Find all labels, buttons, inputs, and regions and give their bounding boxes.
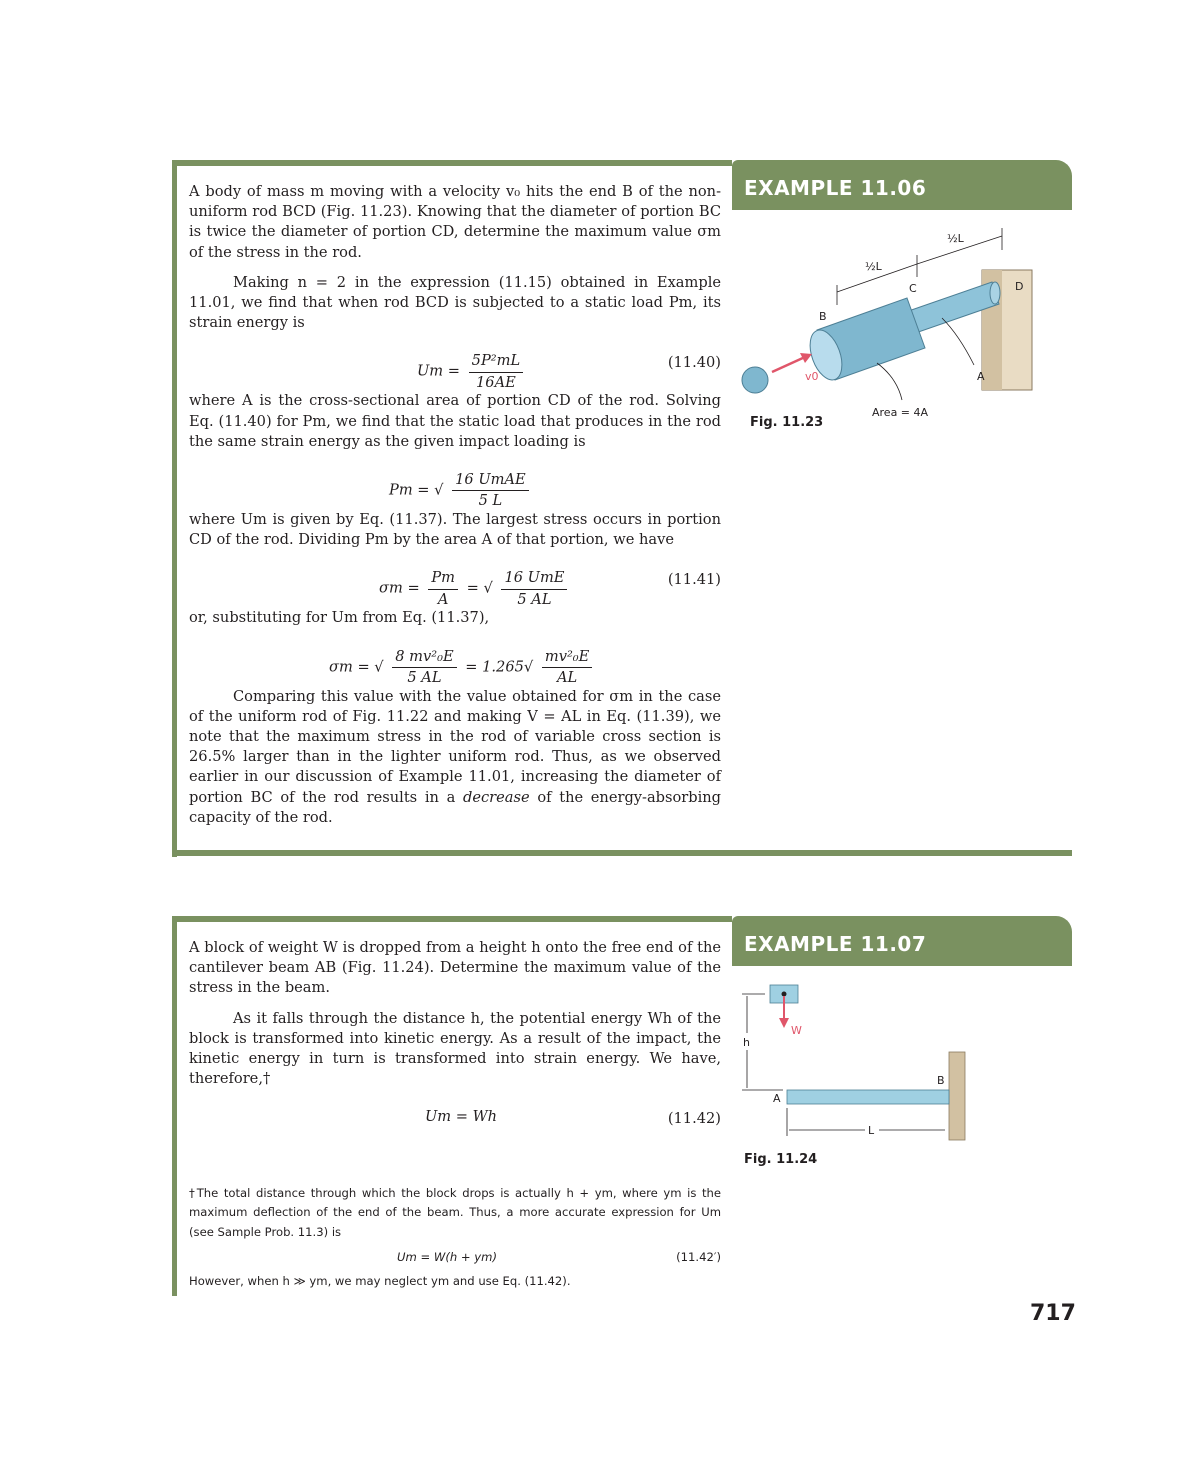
weight-arrowhead (779, 1018, 789, 1028)
moving-mass-sphere (742, 367, 768, 393)
figure-caption: Fig. 11.24 (744, 1152, 818, 1167)
equation-sigma-m (189, 639, 721, 686)
page-number: 717 (1030, 1301, 1076, 1326)
paragraph: where A is the cross-sectional area of portion CD of the rod. Solving Eq. (11.40) for Pm, we find that the static load that produces in the rod the same strain energy as the given impact loading is (189, 392, 721, 450)
equation-number: (11.40) (667, 354, 721, 372)
label-w: W (791, 1024, 802, 1037)
label-l: L (868, 1124, 875, 1137)
figure-11-23 (737, 220, 1057, 420)
equation-formula: Pm = √ $\frac{\text{16 UmAE}}{5 L}$ (389, 470, 533, 511)
label-d: D (1015, 280, 1024, 293)
leader-a (942, 318, 974, 365)
equation-11-42 (189, 1099, 721, 1139)
equation-formula: σm = √ $\frac{\text{8 mv²₀E}}{5 AL}$ = 1.265√ $\frac{\text{mv²₀E}}{AL}$ (329, 647, 596, 688)
label-a: A (977, 370, 985, 383)
label-b: B (819, 310, 827, 323)
footnote-text: †The total distance through which the block drops is actually h + ym, where ym is the maximum deflection of the end of the beam. Thus, a more accurate expression for Um (see Sample Prob. 11.3) is (189, 1186, 721, 1239)
footnote-text: However, when h ≫ ym, we may neglect ym and use Eq. (11.42). (189, 1274, 571, 1289)
footnote-equation (189, 1242, 721, 1272)
wall-support (949, 1052, 965, 1140)
panel-top-rule (172, 160, 732, 166)
label-h: h (743, 1036, 750, 1049)
equation-number: (11.42) (667, 1110, 721, 1128)
footnote-formula: Um = W(h + ym) (397, 1250, 497, 1265)
panel-left-rule (172, 916, 177, 1296)
paragraph: or, substituting for Um from Eq. (11.37), (189, 609, 490, 627)
example-title: EXAMPLE 11.06 (744, 176, 927, 200)
panel-bottom-rule (172, 850, 1072, 856)
equation-11-40 (189, 343, 721, 391)
panel-top-rule (172, 916, 732, 922)
equation-11-41 (189, 560, 721, 608)
cantilever-beam (787, 1090, 949, 1104)
example-title: EXAMPLE 11.07 (744, 932, 927, 956)
paragraph: Making n = 2 in the expression (11.15) obtained in Example 11.01, we find that when rod BCD is subjected to a static load Pm, its strain energy is (189, 273, 721, 332)
problem-statement: A body of mass m moving with a velocity v₀ hits the end B of the non-uniform rod BCD (Fig. 11.23). Knowing that the diameter of portion BC is twice the diameter of portion CD, determine the maximum value σm of the stress in the rod. (189, 183, 721, 261)
equation-formula: Um = $\frac{\text{5P²mL}}{16AE}$ (417, 351, 527, 392)
equation-number: (11.41) (667, 571, 721, 589)
footnote (189, 1184, 721, 1292)
conclusion-paragraph: Comparing this value with the value obtained for σm in the case of the uniform rod of Fig. 11.22 and making V = AL in Eq. (11.39), we note that the maximum stress in the rod of variable cross section is 26.5% larger than in the lighter uniform rod. Thus, as we observed earlier in our discussion of Example 11.01, increasing the diameter of portion BC of the rod results in a decrease of the energy-absorbing capacity of the rod. (189, 687, 722, 826)
example-body (189, 182, 721, 838)
problem-statement: A block of weight W is dropped from a height h onto the free end of the cantilever beam AB (Fig. 11.24). Determine the maximum value of the stress in the beam. (189, 939, 721, 997)
paragraph: As it falls through the distance h, the potential energy Wh of the block is transformed into kinetic energy. As a result of the impact, the kinetic energy in turn is transformed into strain energy. We have, therefore,† (189, 1009, 721, 1088)
paragraph: where Um is given by Eq. (11.37). The largest stress occurs in portion CD of the rod. Dividing Pm by the area A of that portion, we have (189, 511, 721, 549)
label-c: C (909, 282, 917, 295)
equation-formula: σm = $\frac{Pm}{A}$ = √ $\frac{\text{16 UmE}}{5 AL}$ (379, 568, 571, 609)
equation-formula: Um = Wh (425, 1108, 498, 1126)
example-body (189, 938, 721, 1147)
panel-left-rule (172, 160, 177, 857)
label-half-l-1: ½L (865, 260, 882, 273)
label-area: Area = 4A (872, 406, 929, 419)
example-11-07-panel (172, 916, 1072, 1296)
label-a: A (773, 1092, 781, 1105)
footnote-equation-number: (11.42′) (676, 1250, 721, 1265)
example-11-06-panel (172, 160, 1072, 857)
rod-end-d (990, 282, 1000, 304)
equation-pm (189, 462, 721, 510)
figure-caption: Fig. 11.23 (750, 415, 824, 430)
figure-11-24 (737, 978, 977, 1148)
leader-area (877, 363, 902, 400)
label-v0: v0 (805, 370, 819, 383)
block-center-dot (782, 992, 787, 997)
velocity-arrow (772, 357, 805, 372)
label-half-l-2: ½L (947, 232, 964, 245)
label-b: B (937, 1074, 945, 1087)
